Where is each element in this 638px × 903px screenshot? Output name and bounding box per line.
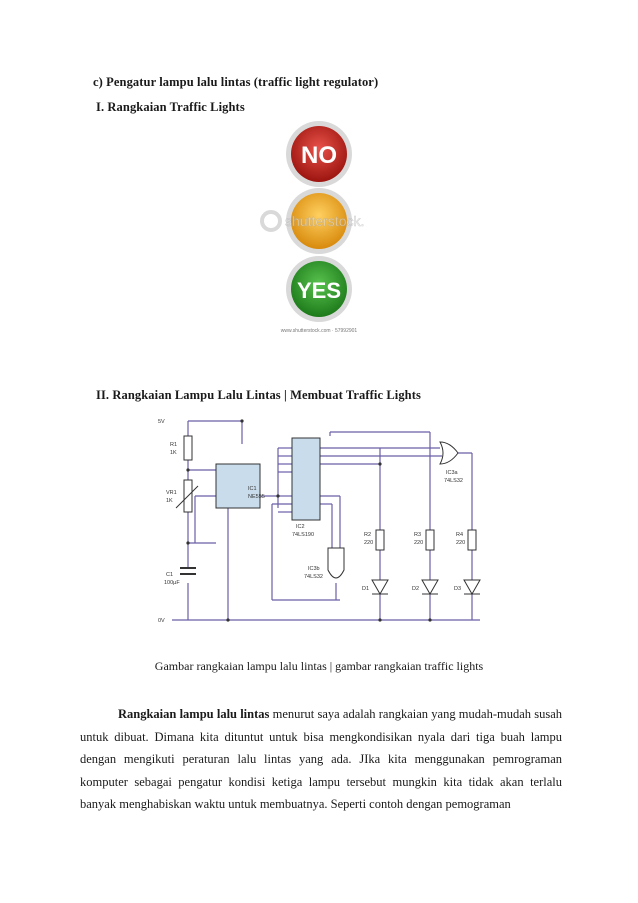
yes-label: YES xyxy=(296,278,342,303)
r4-value: 220 xyxy=(456,540,466,546)
r4-label: R4 xyxy=(456,532,464,538)
r1-value: 1K xyxy=(170,450,177,456)
figure-caption: Gambar rangkaian lampu lalu lintas | gambar rangkaian traffic lights xyxy=(154,659,484,673)
vr1-value: 1K xyxy=(166,498,173,504)
resistor-r2 xyxy=(376,530,384,550)
part-1-heading: I. Rangkaian Traffic Lights xyxy=(96,100,245,114)
c1-value: 100µF xyxy=(164,580,180,586)
ic3b-part: 74LS32 xyxy=(304,574,323,580)
green-light xyxy=(286,256,352,322)
watermark-text: shutterstock. xyxy=(285,213,365,229)
no-label: NO xyxy=(301,142,337,169)
components xyxy=(176,436,480,594)
r3-value: 220 xyxy=(414,540,424,546)
led-d3 xyxy=(464,580,480,594)
r1-label: R1 xyxy=(170,442,178,448)
vcc-label: 5V xyxy=(158,419,165,425)
ic3a-label: IC3a xyxy=(446,470,458,476)
circuit-diagram xyxy=(150,408,490,633)
led-d2 xyxy=(422,580,438,594)
led-d1 xyxy=(372,580,388,594)
body-paragraph xyxy=(80,703,562,816)
r3-label: R3 xyxy=(414,532,422,538)
r2-value: 220 xyxy=(364,540,374,546)
or-gate-ic3a xyxy=(440,442,458,464)
d2-label: D2 xyxy=(412,586,420,592)
gnd-label: 0V xyxy=(158,618,165,624)
section-heading-c: c) Pengatur lampu lalu lintas (traffic light regulator) xyxy=(93,75,379,89)
paragraph-lead: Rangkaian lampu lalu lintas xyxy=(118,707,270,721)
ic1-part: NE555 xyxy=(248,494,265,500)
ic-74ls190 xyxy=(292,438,320,520)
resistor-r4 xyxy=(468,530,476,550)
or-gate-ic3b xyxy=(328,548,344,578)
red-light xyxy=(286,121,352,187)
c1-label: C1 xyxy=(166,572,174,578)
paragraph-body: menurut saya adalah rangkaian yang mudah-mudah susah untuk dibuat. Dimana kita dituntut untuk bisa mengkondisikan nyala dari tiga buah lampu dengan mengikuti peraturan lalu lintas yang ada. JIka kita menggunakan pemrograman komputer sebagai pengatur kondisi ketiga lampu tersebut mungkin kita tidak akan terlalu banyak menghabiskan waktu untuk membuatnya. Seperti contoh dengan pemograman xyxy=(80,707,562,811)
r2-label: R2 xyxy=(364,532,372,538)
resistor-r3 xyxy=(426,530,434,550)
ic3a-part: 74LS32 xyxy=(444,478,463,484)
ic2-label: IC2 xyxy=(296,524,305,530)
ic1-label: IC1 xyxy=(248,486,257,492)
vr1-label: VR1 xyxy=(166,490,177,496)
image-credit: www.shutterstock.com · 57992901 xyxy=(280,328,358,334)
watermark xyxy=(262,212,364,230)
traffic-light-image xyxy=(255,118,395,336)
wires xyxy=(172,421,480,620)
resistor-r1 xyxy=(184,436,192,460)
part-2-heading: II. Rangkaian Lampu Lalu Lintas | Membuat Traffic Lights xyxy=(96,388,421,402)
d1-label: D1 xyxy=(362,586,370,592)
ic3b-label: IC3b xyxy=(308,566,320,572)
ic2-part: 74LS190 xyxy=(292,532,315,538)
d3-label: D3 xyxy=(454,586,462,592)
